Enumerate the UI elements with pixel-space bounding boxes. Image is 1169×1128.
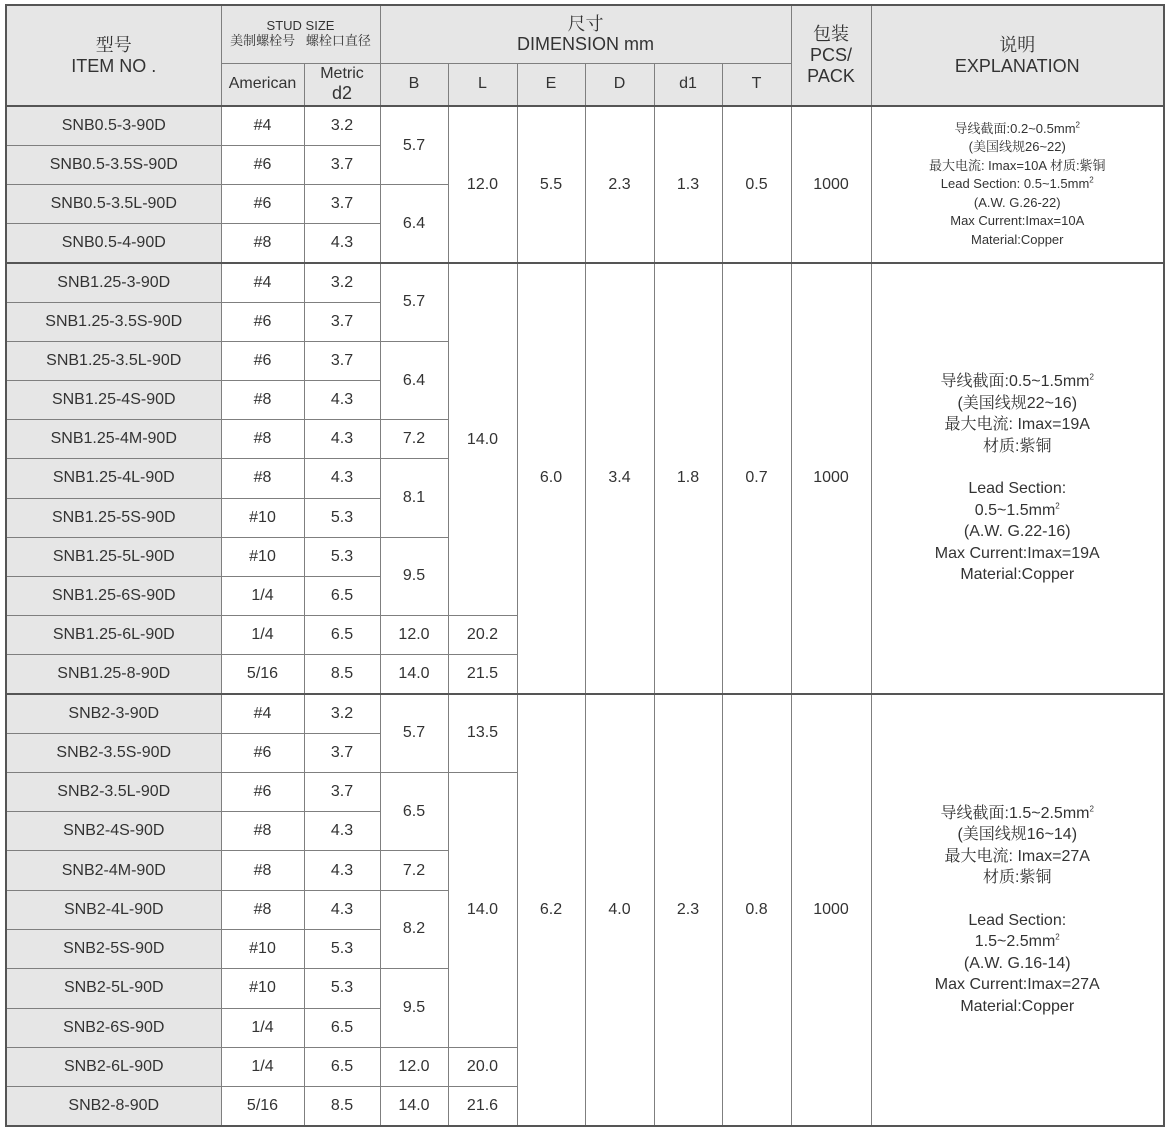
- spec-table: [5, 4, 1165, 1127]
- l-cell: 13.5: [448, 694, 517, 773]
- item-cell: SNB2-3.5L-90D: [6, 772, 221, 811]
- item-cell: SNB1.25-4S-90D: [6, 381, 221, 420]
- metric-cell: 3.2: [304, 694, 380, 733]
- explanation-cell: [871, 694, 1164, 1126]
- metric-cell: 4.3: [304, 420, 380, 459]
- american-cell: 1/4: [221, 1047, 304, 1086]
- group-snb2: [6, 694, 1164, 1126]
- d-cell: 3.4: [585, 263, 654, 694]
- pack-header: [791, 5, 871, 106]
- explanation-cell: [871, 106, 1164, 263]
- explanation-cn: 说明: [999, 34, 1036, 55]
- american-cell: #4: [221, 263, 304, 302]
- item-cell: SNB0.5-4-90D: [6, 224, 221, 263]
- explanation-line: Lead Section:: [968, 480, 1067, 498]
- item-cell: SNB2-3-90D: [6, 694, 221, 733]
- b-cell: 6.4: [380, 185, 448, 264]
- b-cell: 6.4: [380, 341, 448, 419]
- b-cell: 8.2: [380, 890, 448, 969]
- metric-cell: 4.3: [304, 459, 380, 498]
- l-cell: 21.6: [448, 1087, 517, 1126]
- metric-cell: 4.3: [304, 812, 380, 851]
- american-cell: #8: [221, 420, 304, 459]
- d1-header: d1: [654, 63, 722, 106]
- item-cell: SNB1.25-6L-90D: [6, 616, 221, 655]
- pack-cell: 1000: [791, 106, 871, 263]
- item-cell: SNB0.5-3-90D: [6, 106, 221, 145]
- group-snb0-5: [6, 106, 1164, 263]
- pack-cell: 1000: [791, 263, 871, 694]
- american-cell: #6: [221, 341, 304, 380]
- explanation-line: 导线截面$:0.2\sim 0.5mm^2$: [954, 120, 1080, 136]
- metric-cell: 4.3: [304, 381, 380, 420]
- metric-cell: 3.7: [304, 341, 380, 380]
- b-cell: 9.5: [380, 537, 448, 615]
- american-cell: #6: [221, 733, 304, 772]
- american-cell: #10: [221, 929, 304, 968]
- metric-label: Metric: [320, 64, 364, 82]
- explanation-line: (美国线规16~14): [957, 826, 1078, 844]
- stud-sub-american: 美制螺栓号: [230, 33, 296, 49]
- item-cell: SNB1.25-3-90D: [6, 263, 221, 302]
- metric-cell: 6.5: [304, 616, 380, 655]
- metric-cell: 6.5: [304, 576, 380, 615]
- item-cell: SNB2-4M-90D: [6, 851, 221, 890]
- explanation-line: $1.5\sim 2.5mm^2$: [974, 932, 1060, 951]
- item-cell: SNB1.25-8-90D: [6, 655, 221, 694]
- metric-cell: 3.7: [304, 302, 380, 341]
- t-cell: 0.5: [722, 106, 791, 263]
- explanation-line: Material:Copper: [960, 566, 1075, 584]
- american-cell: #8: [221, 224, 304, 263]
- e-cell: 5.5: [517, 106, 585, 263]
- metric-cell: 5.3: [304, 969, 380, 1008]
- american-cell: 5/16: [221, 655, 304, 694]
- metric-d2-label: d2: [331, 83, 353, 104]
- e-cell: 6.2: [517, 694, 585, 1126]
- explanation-line: Lead Section:: [968, 911, 1067, 929]
- l-cell: 20.2: [448, 616, 517, 655]
- american-cell: 5/16: [221, 1087, 304, 1126]
- table-header: [6, 5, 1164, 106]
- metric-cell: 3.2: [304, 106, 380, 145]
- metric-cell: 4.3: [304, 890, 380, 929]
- american-cell: #10: [221, 969, 304, 1008]
- t-cell: 0.8: [722, 694, 791, 1126]
- b-cell: 14.0: [380, 1087, 448, 1126]
- pack-pack: PACK: [807, 65, 855, 86]
- b-cell: 12.0: [380, 1047, 448, 1086]
- item-cell: SNB1.25-5S-90D: [6, 498, 221, 537]
- american-header: American: [221, 63, 304, 106]
- explanation-line: 材质:紫铜: [983, 437, 1052, 455]
- explanation-line: (A.W. G.22-16): [963, 523, 1071, 541]
- dimension-header: [380, 5, 791, 63]
- item-cell: SNB0.5-3.5S-90D: [6, 145, 221, 184]
- table-row: [6, 106, 1164, 145]
- b-cell: 7.2: [380, 851, 448, 890]
- b-cell: 5.7: [380, 263, 448, 341]
- metric-header: [304, 63, 380, 106]
- dimension-en: DIMENSION mm: [517, 34, 654, 55]
- pack-pcs: PCS/: [809, 45, 852, 66]
- explanation-line: $0.5\sim 1.5mm^2$: [974, 501, 1060, 519]
- explanation-line: 最大电流: Imax=19A: [944, 416, 1090, 434]
- explanation-line: Lead Section: $0.5\sim 1.5mm^2$: [940, 175, 1094, 192]
- explanation-line: 最大电流: Imax=27A: [944, 847, 1090, 865]
- item-cell: SNB1.25-4L-90D: [6, 459, 221, 498]
- e-cell: 6.0: [517, 263, 585, 694]
- explanation-line: (美国线规22~16): [957, 394, 1078, 412]
- metric-cell: 4.3: [304, 851, 380, 890]
- explanation-header: [871, 5, 1164, 106]
- spec-table-container: [5, 4, 1165, 1127]
- e-header: E: [517, 63, 585, 106]
- b-cell: 5.7: [380, 106, 448, 185]
- explanation-line: (A.W. G.16-14): [963, 954, 1071, 972]
- american-cell: #6: [221, 185, 304, 224]
- item-cell: SNB1.25-4M-90D: [6, 420, 221, 459]
- explanation-line: (A.W. G.26-22): [973, 194, 1061, 210]
- american-cell: #4: [221, 106, 304, 145]
- d1-cell: 2.3: [654, 694, 722, 1126]
- b-cell: 5.7: [380, 694, 448, 773]
- metric-cell: 5.3: [304, 537, 380, 576]
- item-cell: SNB0.5-3.5L-90D: [6, 185, 221, 224]
- b-cell: 9.5: [380, 969, 448, 1048]
- stud-subtitle: [222, 34, 380, 49]
- item-cn: 型号: [95, 34, 132, 55]
- pack-cell: 1000: [791, 694, 871, 1126]
- american-cell: #8: [221, 381, 304, 420]
- metric-cell: 3.7: [304, 772, 380, 811]
- d-cell: 2.3: [585, 106, 654, 263]
- american-cell: #10: [221, 537, 304, 576]
- metric-cell: 3.7: [304, 733, 380, 772]
- l-cell: 12.0: [448, 106, 517, 263]
- metric-cell: 3.2: [304, 263, 380, 302]
- stud-sub-metric: 螺栓口直径: [305, 33, 371, 49]
- l-cell: 14.0: [448, 772, 517, 1047]
- explanation-line: Material:Copper: [960, 997, 1075, 1015]
- t-header: T: [722, 63, 791, 106]
- item-no-header: [6, 5, 221, 106]
- b-cell: 8.1: [380, 459, 448, 537]
- american-cell: #6: [221, 145, 304, 184]
- pack-cn: 包装: [813, 24, 849, 45]
- l-header: L: [448, 63, 517, 106]
- american-cell: #8: [221, 812, 304, 851]
- explanation-line: (美国线规26~22): [968, 139, 1066, 155]
- b-header: B: [380, 63, 448, 106]
- explanation-line: Material:Copper: [971, 231, 1064, 247]
- metric-cell: 5.3: [304, 498, 380, 537]
- american-cell: #6: [221, 302, 304, 341]
- b-cell: 6.5: [380, 772, 448, 851]
- item-cell: SNB1.25-6S-90D: [6, 576, 221, 615]
- metric-cell: 3.7: [304, 145, 380, 184]
- american-cell: #8: [221, 459, 304, 498]
- b-cell: 14.0: [380, 655, 448, 694]
- b-cell: 12.0: [380, 616, 448, 655]
- d-cell: 4.0: [585, 694, 654, 1126]
- explanation-en: EXPLANATION: [954, 55, 1080, 76]
- item-cell: SNB1.25-3.5S-90D: [6, 302, 221, 341]
- explanation-cell: [871, 263, 1164, 694]
- l-cell: 20.0: [448, 1047, 517, 1086]
- dimension-cn: 尺寸: [567, 13, 604, 34]
- item-cell: SNB2-8-90D: [6, 1087, 221, 1126]
- item-cell: SNB2-4S-90D: [6, 812, 221, 851]
- item-cell: SNB2-4L-90D: [6, 890, 221, 929]
- b-cell: 7.2: [380, 420, 448, 459]
- item-cell: SNB2-5L-90D: [6, 969, 221, 1008]
- american-cell: 1/4: [221, 616, 304, 655]
- american-cell: #8: [221, 890, 304, 929]
- american-cell: #8: [221, 851, 304, 890]
- metric-cell: 6.5: [304, 1047, 380, 1086]
- metric-cell: 6.5: [304, 1008, 380, 1047]
- item-en: ITEM NO .: [71, 55, 157, 76]
- metric-cell: 4.3: [304, 224, 380, 263]
- american-cell: #10: [221, 498, 304, 537]
- t-cell: 0.7: [722, 263, 791, 694]
- explanation-line: Max Current:Imax=10A: [950, 213, 1085, 229]
- american-cell: 1/4: [221, 1008, 304, 1047]
- item-cell: SNB2-6L-90D: [6, 1047, 221, 1086]
- item-cell: SNB2-5S-90D: [6, 929, 221, 968]
- metric-cell: 8.5: [304, 655, 380, 694]
- stud-size-header: [221, 5, 380, 63]
- l-cell: 21.5: [448, 655, 517, 694]
- american-cell: #6: [221, 772, 304, 811]
- explanation-line: Max Current:Imax=19A: [934, 544, 1100, 562]
- table-row: [6, 263, 1164, 302]
- group-snb1-25: [6, 263, 1164, 694]
- explanation-line: 最大电流: Imax=10A 材质:紫铜: [928, 157, 1106, 173]
- d1-cell: 1.8: [654, 263, 722, 694]
- metric-cell: 5.3: [304, 929, 380, 968]
- item-cell: SNB2-6S-90D: [6, 1008, 221, 1047]
- american-cell: 1/4: [221, 576, 304, 615]
- explanation-line: 材质:紫铜: [983, 869, 1052, 887]
- table-row: [6, 694, 1164, 733]
- item-cell: SNB2-3.5S-90D: [6, 733, 221, 772]
- metric-cell: 8.5: [304, 1087, 380, 1126]
- d-header: D: [585, 63, 654, 106]
- metric-cell: 3.7: [304, 185, 380, 224]
- explanation-line: 导线截面$:1.5\sim 2.5mm^2$: [940, 804, 1094, 822]
- stud-title: STUD SIZE: [266, 18, 335, 34]
- d1-cell: 1.3: [654, 106, 722, 263]
- l-cell: 14.0: [448, 263, 517, 616]
- american-cell: #4: [221, 694, 304, 733]
- item-cell: SNB1.25-5L-90D: [6, 537, 221, 576]
- explanation-line: 导线截面$:0.5\sim 1.5mm^2$: [940, 372, 1094, 391]
- item-cell: SNB1.25-3.5L-90D: [6, 341, 221, 380]
- explanation-line: Max Current:Imax=27A: [934, 976, 1100, 994]
